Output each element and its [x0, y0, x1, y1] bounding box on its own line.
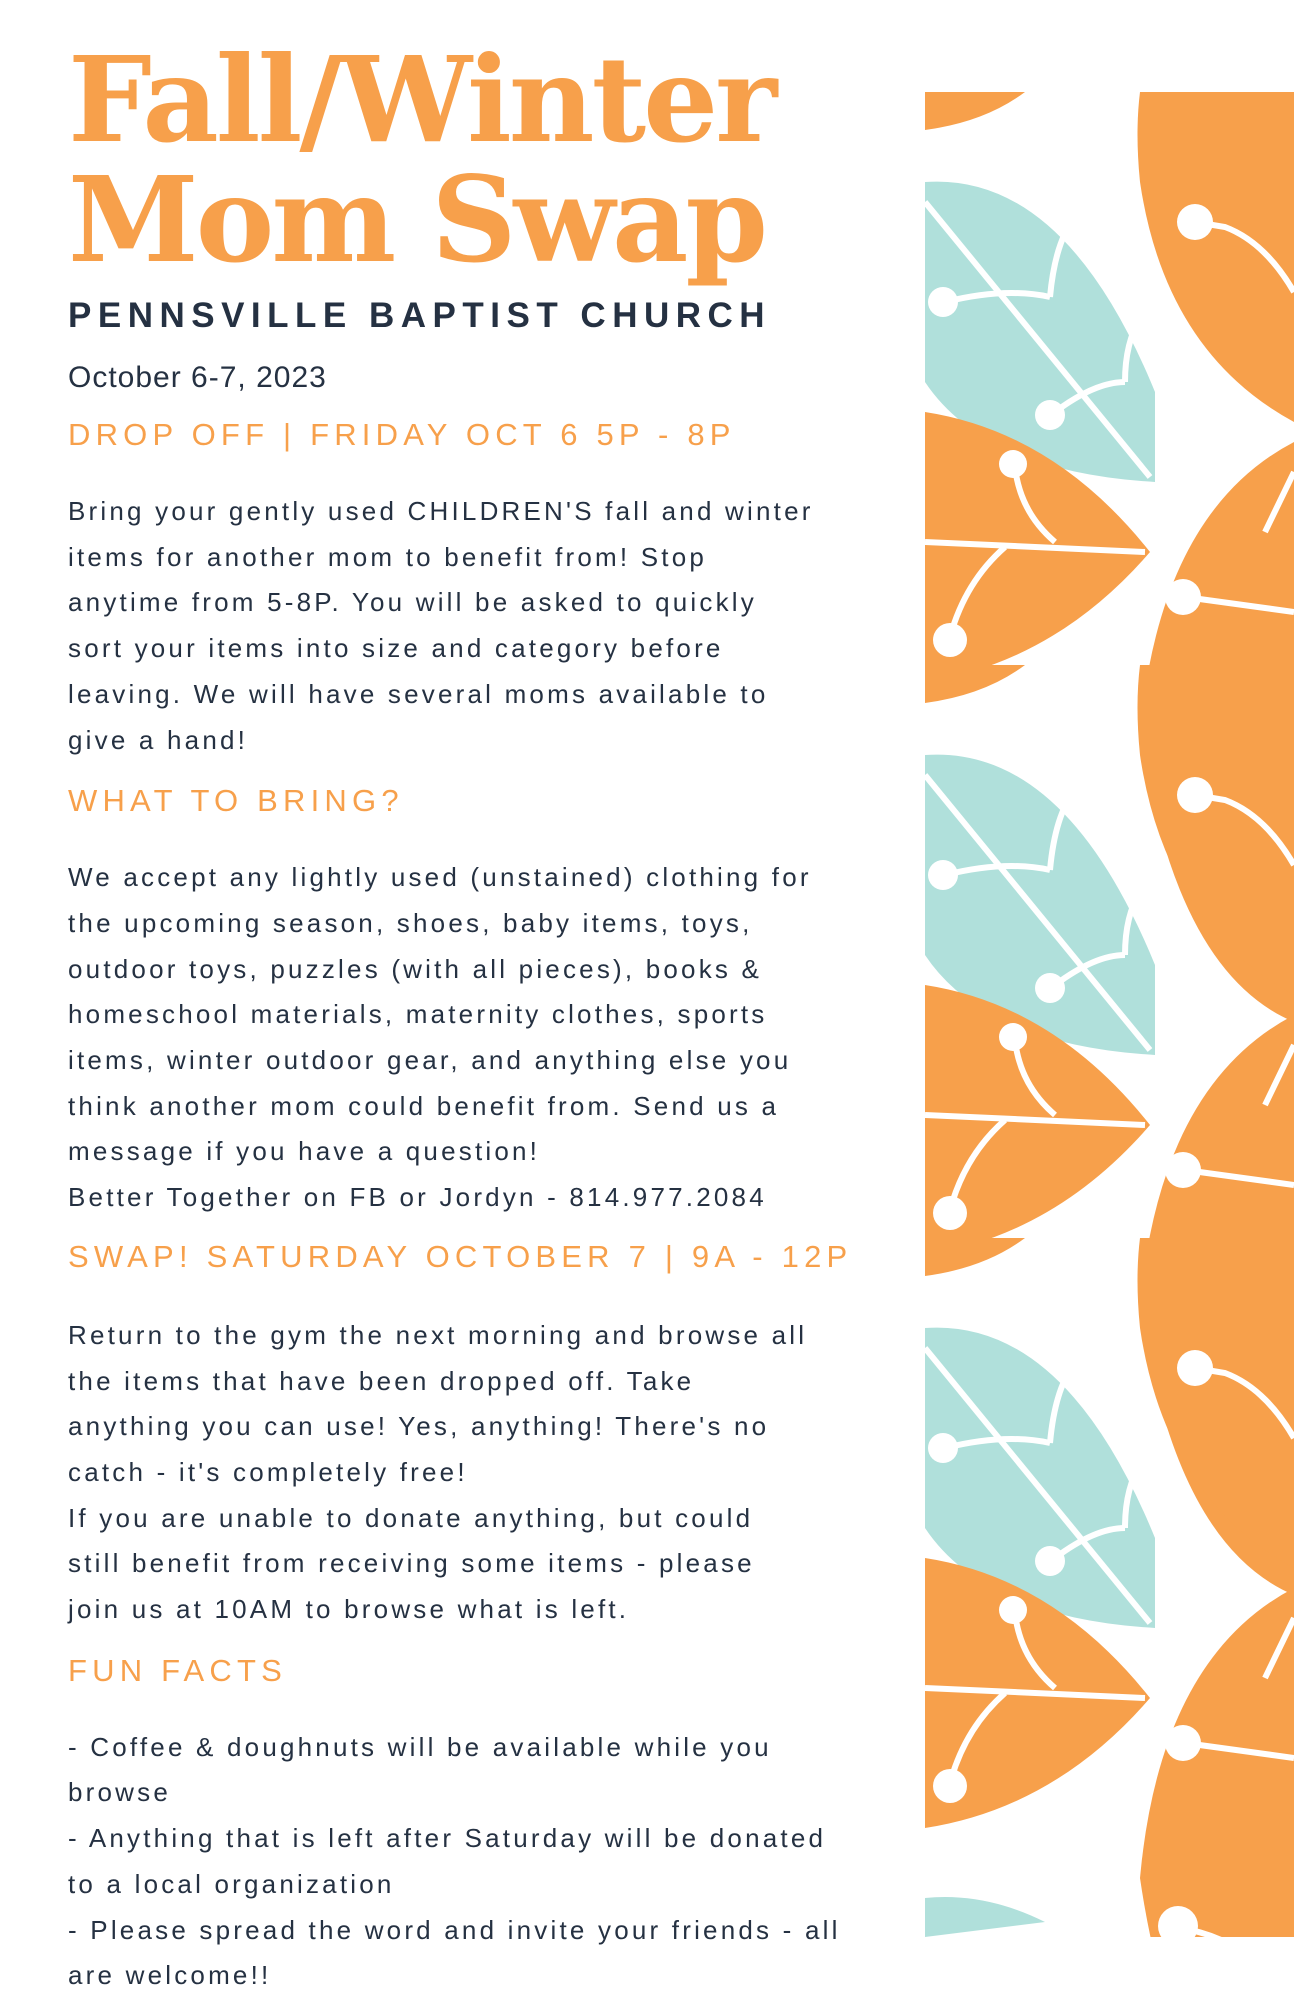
title-line-1: Fall/Winter [68, 30, 775, 169]
flyer-content [68, 30, 918, 1999]
title-line-2: Mom Swap [68, 150, 766, 289]
section-body-fun-facts: - Coffee & doughnuts will be available while you browse - Anything that is left after Saturday will be donated to a local organization - Please spread the word and invite your friends - all are welcome!! [68, 1731, 841, 1991]
organization-name: PENNSVILLE BAPTIST CHURCH [68, 296, 772, 335]
section-body-swap: Return to the gym the next morning and browse all the items that have been dropped off. Take anything you can use! Yes, anything! There's no catch - it's completely free! If you are unable to donate anything, but could still benefit from receiving some items - please join us at 10AM to browse what is left. [68, 1319, 808, 1625]
event-date: October 6-7, 2023 [68, 361, 327, 394]
leaf-pattern-decoration [925, 92, 1294, 1937]
flyer-title [68, 30, 918, 289]
section-heading-what-to-bring: WHAT TO BRING? [68, 783, 404, 819]
section-body-drop-off: Bring your gently used CHILDREN'S fall and winter items for another mom to benefit from! Stop anytime from 5-8P. You will be asked to quickly sort your items into size and category before leaving. We will have several moms available to give a hand! [68, 496, 814, 755]
section-heading-swap: SWAP! SATURDAY OCTOBER 7 | 9A - 12P [68, 1238, 853, 1274]
section-heading-fun-facts: FUN FACTS [68, 1652, 288, 1688]
section-body-what-to-bring: We accept any lightly used (unstained) clothing for the upcoming season, shoes, baby items, toys, outdoor toys, puzzles (with all pieces), books & homeschool materials, maternity clothes, sports items, winter outdoor gear, and anything else you think another mom could benefit from. Send us a message if you have a question! Better Together on FB or Jordyn - 814.977.2084 [68, 862, 812, 1213]
section-heading-drop-off: DROP OFF | FRIDAY OCT 6 5P - 8P [68, 417, 736, 452]
